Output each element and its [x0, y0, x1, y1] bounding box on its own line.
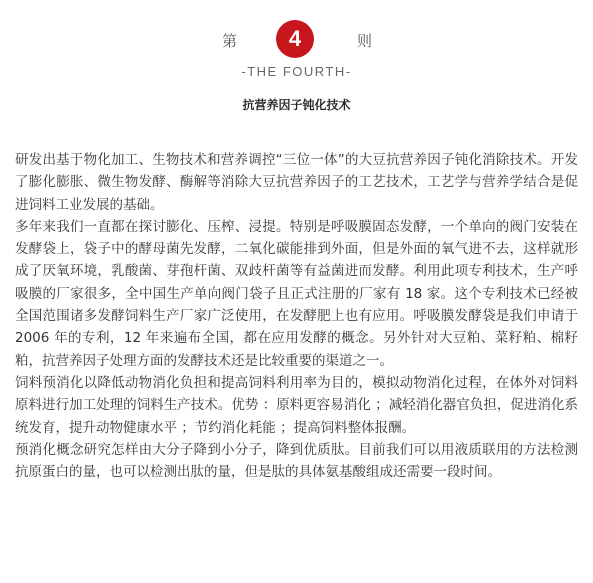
- paragraph: 预消化概念研究怎样由大分子降到小分子，降到优质肽。目前我们可以用液质联用的方法检测抗原蛋白的量，也可以检测出肽的量，但是肽的具体氨基酸组成还需要一段时间。: [15, 441, 578, 481]
- article-body: [15, 149, 578, 483]
- section-prefix: 第: [222, 32, 238, 50]
- paragraph: 饲料预消化以降低动物消化负担和提高饲料利用率为目的，模拟动物消化过程，在体外对饲料原料进行加工处理的饲料生产技术。优势 ：原料更容易消化 ；减轻消化器官负担，促进消化系统发育，提升动物健康水平 ；节约消化耗能 ；提高饲料整体报酬。: [15, 374, 578, 436]
- section-subtitle: -THE FOURTH-: [241, 64, 352, 79]
- section-suffix: 则: [357, 32, 373, 50]
- section-header: [0, 18, 593, 58]
- article-title: 抗营养因子钝化技术: [242, 98, 351, 112]
- paragraph: 多年来我们一直都在探讨膨化、压榨、浸提。特别是呼吸膜固态发酵，一个单向的阀门安装在发酵袋上，袋子中的酵母菌先发酵，二氧化碳能排到外面，但是外面的氧气进不去，这样就形成了厌氧环境，乳酸菌、芽孢杆菌、双歧杆菌等有益菌进而发酵。利用此项专利技术，生产呼吸膜的厂家很多，全中国生产单向阀门袋子且正式注册的厂家有 18 家。这个专利技术已经被全国范围诸多发酵饲料生产厂家广泛使用，在发酵肥上也有应用。呼吸膜发酵袋是我们申请于 2006 年的专利，12 年来遍布全国，都在应用发酵的概念。另外针对大豆粕、菜籽粕、棉籽粕，抗营养因子处理方面的发酵技术还是比较重要的渠道之一。: [15, 218, 578, 369]
- section-number-badge: 4: [276, 20, 314, 58]
- paragraph: 研发出基于物化加工、生物技术和营养调控“三位一体”的大豆抗营养因子钝化消除技术。开发了膨化膨胀、微生物发酵、酶解等消除大豆抗营养因子的工艺技术，工艺学与营养学结合是促进饲料工业发展的基础。: [15, 152, 578, 213]
